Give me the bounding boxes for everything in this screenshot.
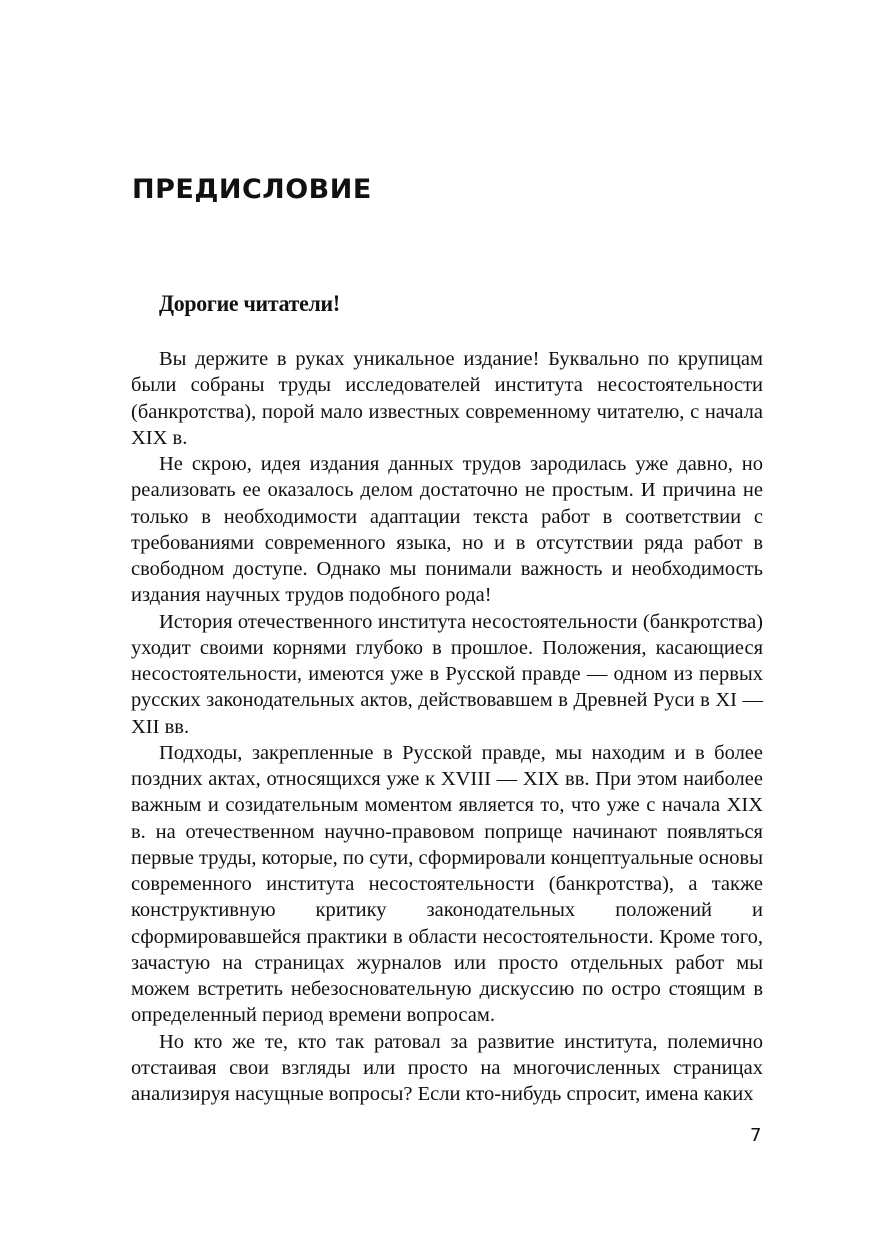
paragraph: История отечественного института несостоятельности (банкротства) уходит своими корнями глубоко в прошлое. Положения, касающиеся несостоятельности, имеются уже в Русской правде — одном из первых русских законодательных актов, действовавшем в Древней Руси в XI — XII вв.: [131, 610, 763, 738]
greeting-heading: Дорогие читатели!: [159, 291, 340, 317]
body-text: [131, 346, 763, 1107]
paragraph: Не скрою, идея издания данных трудов зародилась уже давно, но реализовать ее оказалось делом достаточно не простым. И причина не только в необходимости адаптации текста работ в соответствии с требованиями современного языка, но и в отсутствии ряда работ в свободном доступе. Однако мы понимали важность и необходимость издания научных трудов подобного рода!: [131, 453, 763, 607]
page-number: 7: [750, 1125, 762, 1146]
paragraph: Подходы, закрепленные в Русской правде, мы находим и в более поздних актах, относящихся уже к XVIII — XIX вв. При этом наиболее важным и созидательным моментом является то, что уже с начала XIX в. на отечественном научно-правовом поприще начинают появляться первые труды, которые, по сути, сформировали концептуальные основы современного института несостоятельности (банкротства), а также конструктивную критику законодательных положений и сформировавшейся практики в области несостоятельности. Кроме того, зачастую на страницах журналов или просто отдельных работ мы можем встретить небезосновательную дискуссию по остро стоящим в определенный период времени вопросам.: [131, 741, 763, 1027]
page-title: ПРЕДИСЛОВИЕ: [132, 174, 372, 205]
paragraph: Вы держите в руках уникальное издание! Буквально по крупицам были собраны труды исследователей института несостоятельности (банкротства), порой мало известных современному читателю, с начала XIX в.: [131, 348, 763, 449]
paragraph: Но кто же те, кто так ратовал за развитие института, полемично отстаивая свои взгляды или просто на многочисленных страницах анализируя насущные вопросы? Если кто-нибудь спросит, имена каких: [131, 1030, 763, 1105]
